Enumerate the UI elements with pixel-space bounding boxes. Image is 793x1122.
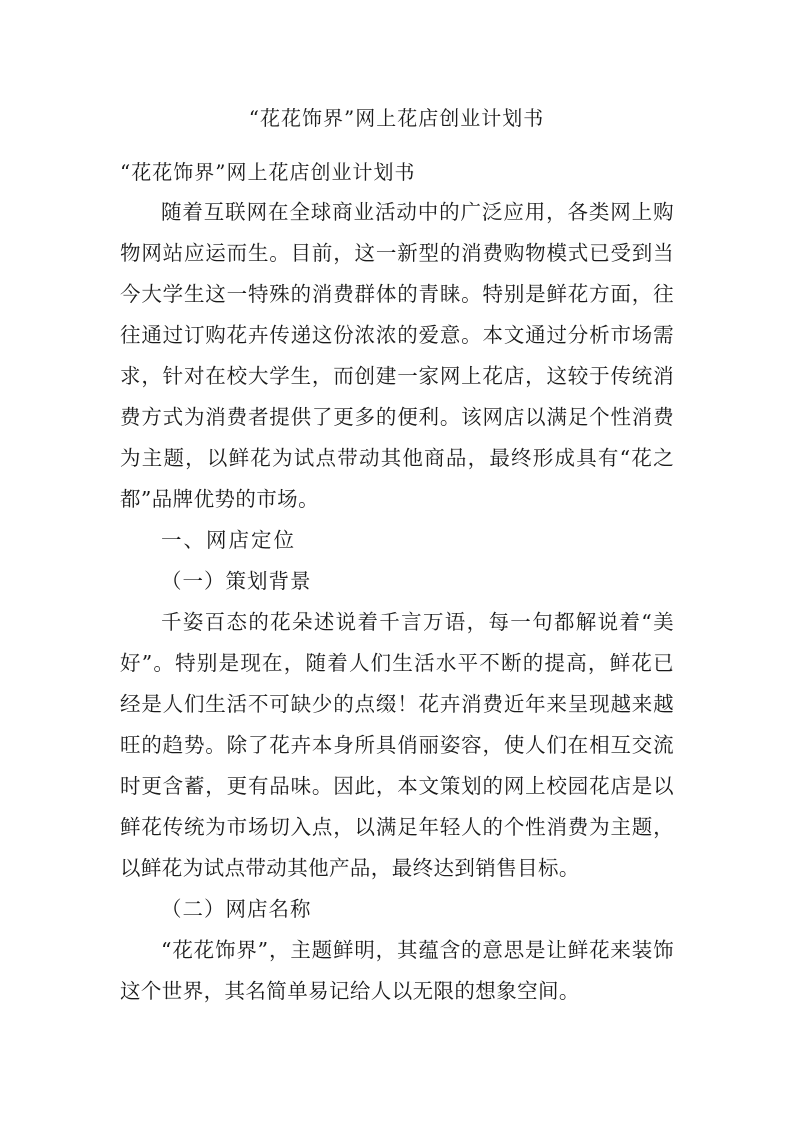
subsection-heading-shop-name: （二）网店名称 — [161, 897, 312, 921]
background-paragraph: 千姿百态的花朵述说着千言万语，每一句都解说着“美好”。特别是现在，随着人们生活水平不断的提高，鲜花已经是人们生活不可缺少的点缀！花卉消费近年来呈现越来越旺的趋势。除了花卉本身所具俏丽姿容，使人们在相互交流时更含蓄，更有品味。因此，本文策划的网上校园花店是以鲜花传统为市场切入点，以满足年轻人的个性消费为主题，以鲜花为试点带动其他产品，最终达到销售目标。 — [120, 610, 674, 880]
shop-name-paragraph: “花花饰界”，主题鲜明，其蕴含的意思是让鲜花来装饰这个世界，其名简单易记给人以无限的想象空间。 — [120, 938, 674, 1003]
intro-paragraph: 随着互联网在全球商业活动中的广泛应用，各类网上购物网站应运而生。目前，这一新型的消费购物模式已受到当今大学生这一特殊的消费群体的青睐。特别是鲜花方面，往往通过订购花卉传递这份浓浓的爱意。本文通过分析市场需求，针对在校大学生，而创建一家网上花店，这较于传统消费方式为消费者提供了更多的便利。该网店以满足个性消费为主题，以鲜花为试点带动其他商品，最终形成具有“花之都”品牌优势的市场。 — [120, 200, 674, 511]
section-heading-positioning: 一、网店定位 — [161, 528, 296, 552]
document-subtitle: “花花饰界”网上花店创业计划书 — [120, 160, 416, 184]
document-title: “花花饰界”网上花店创业计划书 — [248, 106, 545, 130]
document-body — [120, 192, 674, 1012]
subsection-heading-background: （一）策划背景 — [161, 569, 312, 593]
